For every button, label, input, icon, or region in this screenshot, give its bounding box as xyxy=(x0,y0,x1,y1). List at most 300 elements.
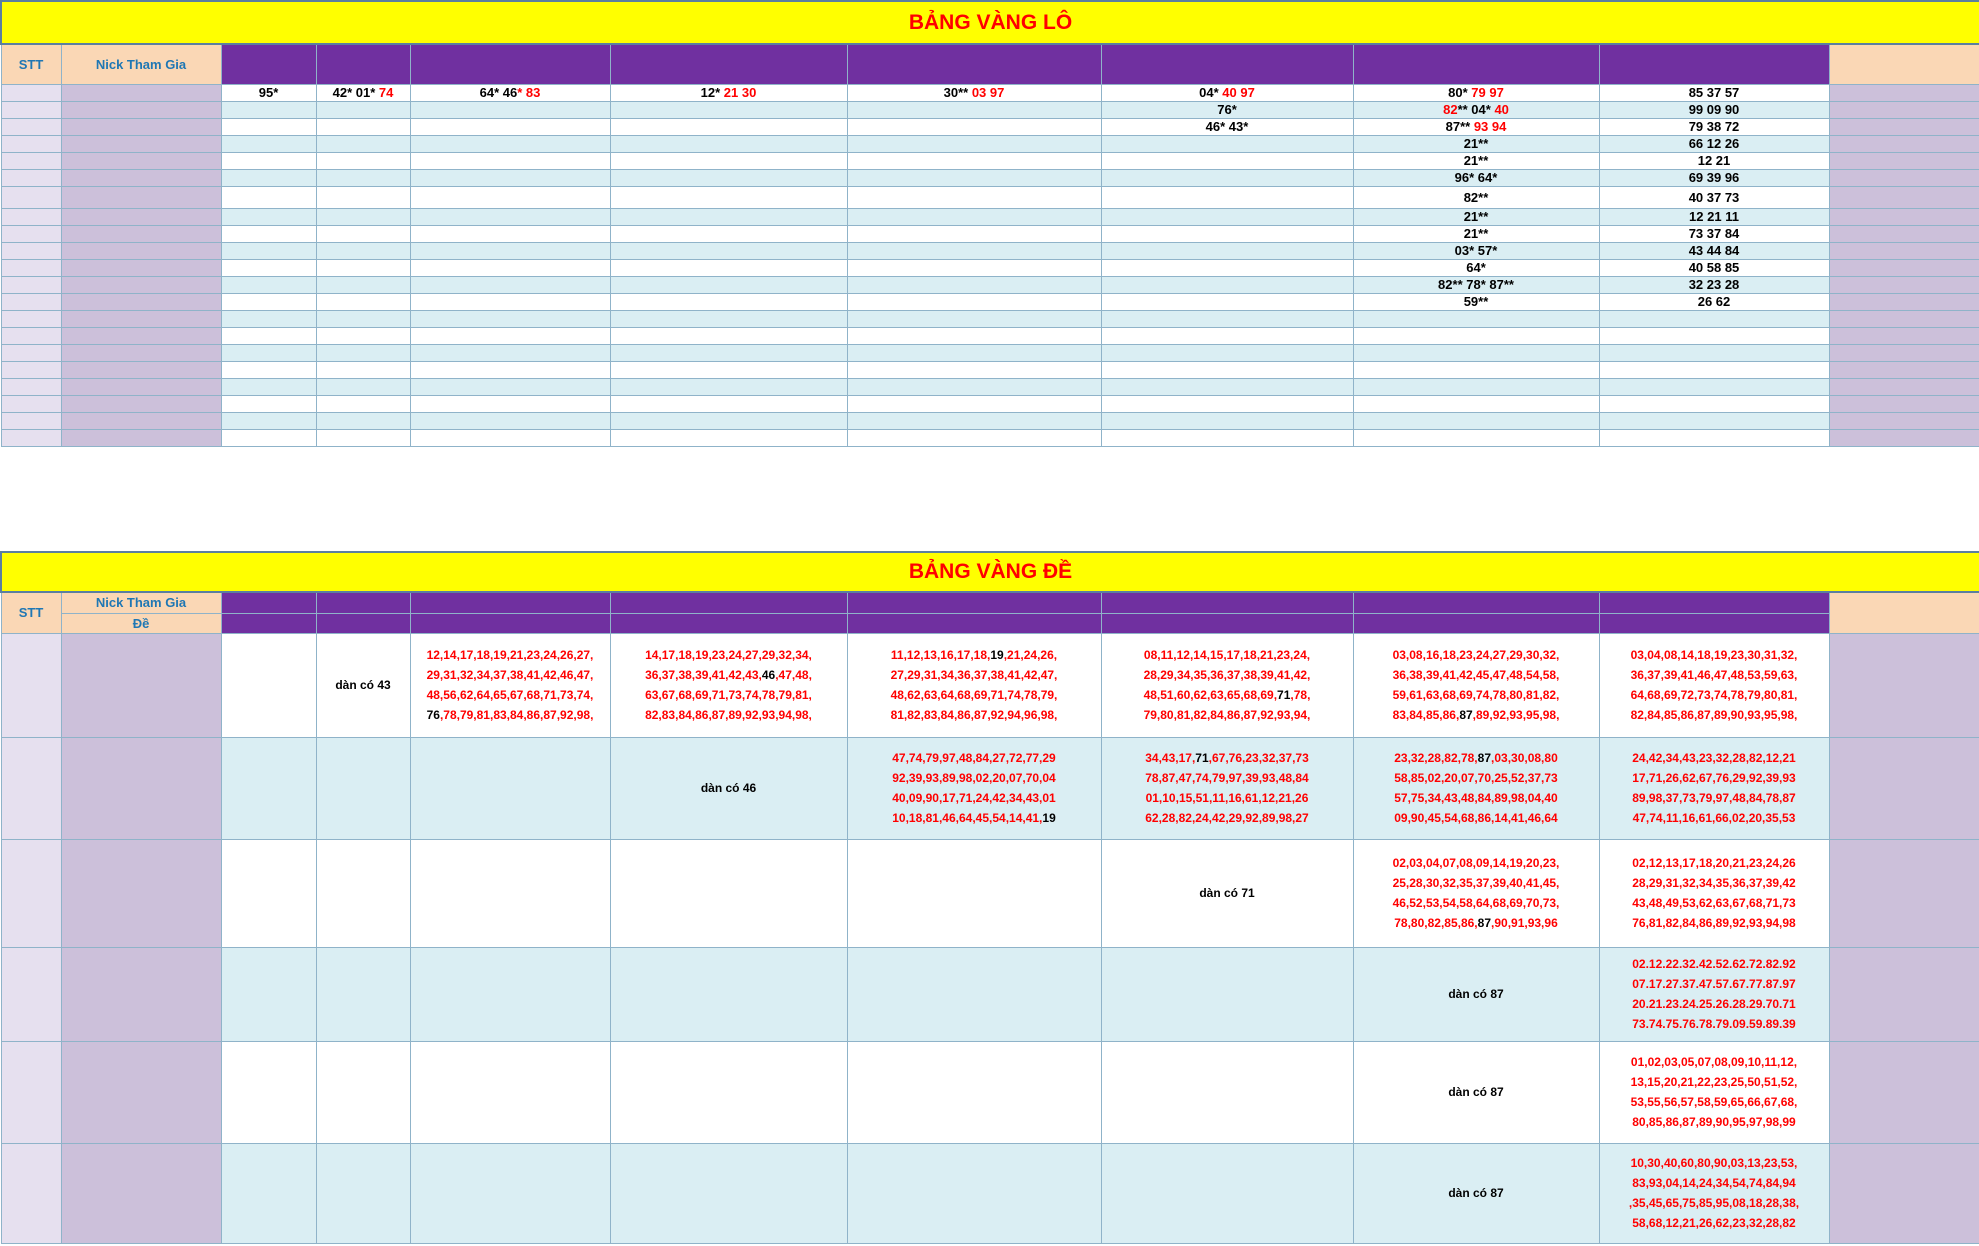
result-cell xyxy=(316,169,410,186)
row-stt xyxy=(1,633,61,737)
row-thuong xyxy=(1829,259,1979,276)
result-cell xyxy=(410,378,610,395)
result-cell xyxy=(410,327,610,344)
de-number-cell xyxy=(410,947,610,1041)
result-cell xyxy=(316,395,410,412)
de-number-cell xyxy=(847,737,1101,839)
result-cell xyxy=(221,135,316,152)
result-cell xyxy=(847,84,1101,101)
result-cell xyxy=(316,327,410,344)
de-number-cell xyxy=(316,633,410,737)
de-date-header xyxy=(847,592,1101,613)
result-cell xyxy=(1599,327,1829,344)
de-number-cell xyxy=(221,947,316,1041)
result-cell xyxy=(1353,186,1599,208)
table-row xyxy=(1,412,1979,429)
cell-text-run: 32 23 28 xyxy=(1688,277,1740,292)
result-cell xyxy=(316,225,410,242)
row-stt xyxy=(1,259,61,276)
result-cell xyxy=(316,276,410,293)
cell-text-run: 40 97 xyxy=(1222,85,1255,100)
result-cell xyxy=(847,259,1101,276)
result-cell xyxy=(847,135,1101,152)
cell-text-run: 80* xyxy=(1448,85,1472,100)
row-nick xyxy=(61,412,221,429)
result-cell xyxy=(1101,412,1353,429)
result-cell xyxy=(221,327,316,344)
de-number-cell xyxy=(316,947,410,1041)
result-cell xyxy=(410,395,610,412)
cell-text-run: 71 xyxy=(1277,688,1291,702)
table-row xyxy=(1,259,1979,276)
result-cell xyxy=(847,242,1101,259)
cell-text-run: ,90,91,93,96 xyxy=(1491,916,1558,930)
result-cell xyxy=(410,310,610,327)
cell-text-run: 19 xyxy=(1042,811,1056,825)
result-cell xyxy=(610,84,847,101)
result-cell xyxy=(1599,276,1829,293)
result-cell xyxy=(1101,225,1353,242)
row-nick xyxy=(61,1041,221,1143)
result-cell xyxy=(1101,242,1353,259)
de-number-cell xyxy=(1101,1041,1353,1143)
result-cell xyxy=(1599,395,1829,412)
result-cell xyxy=(1101,208,1353,225)
de-date-header xyxy=(221,592,316,613)
result-cell xyxy=(847,118,1101,135)
cell-text-run: ,47,48, 63,67,68,69,71,73,74,78,79,81, 82,83,84,86,87,89,92,93,94,98, xyxy=(645,668,812,722)
result-cell xyxy=(610,395,847,412)
result-cell xyxy=(1599,310,1829,327)
lo-date-header xyxy=(410,44,610,84)
table-row xyxy=(1,429,1979,446)
cell-text-run: 12 21 11 xyxy=(1689,209,1739,224)
table-row xyxy=(1,1041,1979,1143)
de-number-cell xyxy=(410,633,610,737)
cell-text-run: 46* 43* xyxy=(1205,119,1249,134)
result-cell xyxy=(847,152,1101,169)
result-cell xyxy=(410,259,610,276)
cell-text-run: 10,30,40,60,80,90,03,13,23,53, 83,93,04,14,24,34,54,74,84,94 ,35,45,65,75,85,95,08,18,28,38, 58,68,12,21,26,62,23,32,28,82 xyxy=(1628,1156,1800,1230)
cell-text-run: 01,02,03,05,07,08,09,10,11,12, 13,15,20,21,22,23,25,50,51,52, 53,55,56,57,58,59,65,66,67,68, 80,85,86,87,89,90,95,97,98,99 xyxy=(1630,1055,1798,1129)
de-number-cell xyxy=(1599,1143,1829,1243)
row-stt xyxy=(1,327,61,344)
row-thuong xyxy=(1829,378,1979,395)
row-nick xyxy=(61,259,221,276)
result-cell xyxy=(1101,395,1353,412)
row-nick xyxy=(61,737,221,839)
de-number-cell xyxy=(610,947,847,1041)
row-thuong xyxy=(1829,186,1979,208)
result-cell xyxy=(1101,118,1353,135)
result-cell xyxy=(1101,344,1353,361)
result-cell xyxy=(610,293,847,310)
result-cell xyxy=(847,361,1101,378)
cell-text-run: ** 04* xyxy=(1457,102,1495,117)
de-number-cell xyxy=(316,737,410,839)
row-nick xyxy=(61,361,221,378)
result-cell xyxy=(410,152,610,169)
result-cell xyxy=(1353,84,1599,101)
table-row xyxy=(1,327,1979,344)
row-stt xyxy=(1,1143,61,1243)
cell-text-run: 76 xyxy=(426,708,440,722)
row-thuong xyxy=(1829,737,1979,839)
result-cell xyxy=(1599,186,1829,208)
result-cell xyxy=(316,361,410,378)
de-result-value xyxy=(410,613,610,633)
result-cell xyxy=(1353,429,1599,446)
de-title: BẢNG VÀNG ĐỀ xyxy=(1,552,1979,592)
row-stt xyxy=(1,118,61,135)
result-cell xyxy=(1101,276,1353,293)
cell-text-run: 03 97 xyxy=(971,85,1005,100)
result-cell xyxy=(1353,276,1599,293)
result-cell xyxy=(847,293,1101,310)
table-row xyxy=(1,135,1979,152)
result-cell xyxy=(610,276,847,293)
cell-text-run: 82 xyxy=(1443,102,1458,117)
result-cell xyxy=(1353,225,1599,242)
result-cell xyxy=(610,344,847,361)
cell-text-run: dàn có 43 xyxy=(335,678,391,692)
result-cell xyxy=(1101,293,1353,310)
table-row xyxy=(1,152,1979,169)
result-cell xyxy=(1599,225,1829,242)
result-cell xyxy=(610,378,847,395)
de-number-cell xyxy=(221,839,316,947)
result-cell xyxy=(316,118,410,135)
result-cell xyxy=(221,242,316,259)
cell-text-run: 66 12 26 xyxy=(1688,136,1740,151)
row-thuong xyxy=(1829,344,1979,361)
result-cell xyxy=(1101,327,1353,344)
result-cell xyxy=(410,135,610,152)
table-row xyxy=(1,310,1979,327)
result-cell xyxy=(1101,310,1353,327)
result-cell xyxy=(610,242,847,259)
result-cell xyxy=(1353,242,1599,259)
row-thuong xyxy=(1829,118,1979,135)
row-thuong xyxy=(1829,361,1979,378)
de-number-cell xyxy=(1599,1041,1829,1143)
result-cell xyxy=(1101,186,1353,208)
lo-table xyxy=(0,0,1979,447)
de-number-cell xyxy=(221,737,316,839)
de-number-cell xyxy=(847,947,1101,1041)
result-cell xyxy=(410,412,610,429)
row-stt xyxy=(1,84,61,101)
result-cell xyxy=(1599,293,1829,310)
result-cell xyxy=(316,259,410,276)
result-cell xyxy=(221,310,316,327)
row-stt xyxy=(1,152,61,169)
result-cell xyxy=(610,412,847,429)
result-cell xyxy=(1353,259,1599,276)
cell-text-run: 19 xyxy=(990,648,1004,662)
de-number-cell xyxy=(410,1143,610,1243)
cell-text-run: 12,14,17,18,19,21,23,24,26,27, 29,31,32,34,37,38,41,42,46,47, 48,56,62,64,65,67,68,71,73,74, xyxy=(426,648,594,702)
cell-text-run: 95* xyxy=(258,85,279,100)
table-row xyxy=(1,208,1979,225)
de-number-cell xyxy=(1101,839,1353,947)
row-thuong xyxy=(1829,242,1979,259)
result-cell xyxy=(847,101,1101,118)
result-cell xyxy=(1599,101,1829,118)
cell-text-run: 85 37 57 xyxy=(1688,85,1740,100)
de-number-cell xyxy=(1599,737,1829,839)
result-cell xyxy=(610,310,847,327)
result-cell xyxy=(610,208,847,225)
result-cell xyxy=(1353,152,1599,169)
result-cell xyxy=(1599,429,1829,446)
result-cell xyxy=(316,378,410,395)
cell-text-run: dàn có 71 xyxy=(1199,886,1255,900)
result-cell xyxy=(847,344,1101,361)
table-row xyxy=(1,1143,1979,1243)
row-thuong xyxy=(1829,135,1979,152)
cell-text-run: ,78, 79,80,81,82,84,86,87,92,93,94, xyxy=(1143,688,1311,722)
row-thuong xyxy=(1829,1041,1979,1143)
row-nick xyxy=(61,225,221,242)
cell-text-run: 30** xyxy=(943,85,972,100)
table-row xyxy=(1,225,1979,242)
row-thuong xyxy=(1829,412,1979,429)
result-cell xyxy=(610,101,847,118)
table-row xyxy=(1,361,1979,378)
de-date-header xyxy=(316,592,410,613)
de-result-value xyxy=(221,613,316,633)
table-row xyxy=(1,378,1979,395)
result-cell xyxy=(1101,135,1353,152)
result-cell xyxy=(221,344,316,361)
row-stt xyxy=(1,276,61,293)
de-number-cell xyxy=(1353,839,1599,947)
de-number-cell xyxy=(221,633,316,737)
row-stt xyxy=(1,429,61,446)
cell-text-run: 64* 46 xyxy=(479,85,518,100)
cell-text-run: ,67,76,23,32,37,73 78,87,47,74,79,97,39,93,48,84 01,10,15,51,11,16,61,12,21,26 62,28,82,24,42,29,92,89,98,27 xyxy=(1145,751,1309,825)
result-cell xyxy=(1101,101,1353,118)
de-number-cell xyxy=(410,1041,610,1143)
de-number-cell xyxy=(410,737,610,839)
result-cell xyxy=(410,118,610,135)
table-row xyxy=(1,101,1979,118)
row-thuong xyxy=(1829,1143,1979,1243)
row-stt xyxy=(1,293,61,310)
cell-text-run: 04* xyxy=(1199,85,1223,100)
result-cell xyxy=(316,101,410,118)
de-nick-header: Nick Tham Gia xyxy=(61,592,221,613)
cell-text-run: 40 58 85 xyxy=(1688,260,1740,275)
row-stt xyxy=(1,186,61,208)
result-cell xyxy=(1353,135,1599,152)
result-cell xyxy=(410,169,610,186)
cell-text-run: 82** 78* 87** xyxy=(1438,277,1514,292)
result-cell xyxy=(221,118,316,135)
row-nick xyxy=(61,169,221,186)
row-nick xyxy=(61,429,221,446)
result-cell xyxy=(1599,412,1829,429)
result-cell xyxy=(847,186,1101,208)
cell-text-run: 12* xyxy=(700,85,724,100)
row-nick xyxy=(61,118,221,135)
table-row xyxy=(1,242,1979,259)
result-cell xyxy=(221,293,316,310)
row-stt xyxy=(1,361,61,378)
row-thuong xyxy=(1829,84,1979,101)
row-stt xyxy=(1,344,61,361)
table-row xyxy=(1,293,1979,310)
result-cell xyxy=(221,429,316,446)
de-number-cell xyxy=(1101,947,1353,1041)
de-result-value xyxy=(1353,613,1599,633)
de-number-cell xyxy=(1101,737,1353,839)
de-date-header xyxy=(1599,592,1829,613)
result-cell xyxy=(1353,395,1599,412)
cell-text-run: dàn có 87 xyxy=(1448,1186,1504,1200)
cell-text-run: 11,12,13,16,17,18, xyxy=(890,648,991,662)
row-nick xyxy=(61,327,221,344)
result-cell xyxy=(410,293,610,310)
cell-text-run: 14,17,18,19,23,24,27,29,32,34, 36,37,38,39,41,42,43, xyxy=(645,648,812,682)
de-result-value xyxy=(1101,613,1353,633)
row-nick xyxy=(61,186,221,208)
row-thuong xyxy=(1829,225,1979,242)
result-cell xyxy=(410,344,610,361)
de-number-cell xyxy=(847,1143,1101,1243)
lo-thuong-header xyxy=(1829,44,1979,84)
cell-text-run: 76* xyxy=(1217,102,1237,117)
result-cell xyxy=(316,186,410,208)
lo-nick-header: Nick Tham Gia xyxy=(61,44,221,84)
cell-text-run: 21** xyxy=(1463,209,1489,224)
result-cell xyxy=(847,225,1101,242)
result-cell xyxy=(316,242,410,259)
row-thuong xyxy=(1829,429,1979,446)
row-stt xyxy=(1,395,61,412)
result-cell xyxy=(221,84,316,101)
de-number-cell xyxy=(221,1041,316,1143)
row-thuong xyxy=(1829,152,1979,169)
cell-text-run: 87 xyxy=(1477,916,1492,930)
table-row xyxy=(1,84,1979,101)
de-number-cell xyxy=(410,839,610,947)
cell-text-run: 03,08,16,18,23,24,27,29,30,32, 36,38,39,41,42,45,47,48,54,58, 59,61,63,68,69,74,78,80,81,82, 83,84,85,86, xyxy=(1392,648,1560,722)
result-cell xyxy=(1599,344,1829,361)
cell-text-run: dàn có 87 xyxy=(1448,1085,1504,1099)
result-cell xyxy=(1353,101,1599,118)
cell-text-run: 02,12,13,17,18,20,21,23,24,26 28,29,31,32,34,35,36,37,39,42 43,48,49,53,62,63,67,68,71,73 76,81,82,84,86,89,92,93,94,98 xyxy=(1632,856,1796,930)
cell-text-run: 40 37 73 xyxy=(1688,189,1740,205)
cell-text-run: dàn có 87 xyxy=(1448,987,1504,1001)
result-cell xyxy=(1599,169,1829,186)
row-stt xyxy=(1,378,61,395)
de-number-cell xyxy=(610,1143,847,1243)
result-cell xyxy=(1101,84,1353,101)
table-row xyxy=(1,947,1979,1041)
result-cell xyxy=(316,412,410,429)
cell-text-run: 74 xyxy=(378,85,394,100)
de-stt-header: STT xyxy=(1,592,61,633)
table-row xyxy=(1,633,1979,737)
cell-text-run: 93 94 xyxy=(1473,119,1507,134)
result-cell xyxy=(847,327,1101,344)
table-row xyxy=(1,344,1979,361)
row-stt xyxy=(1,737,61,839)
cell-text-run: 40 xyxy=(1494,102,1509,117)
cell-text-run: dàn có 46 xyxy=(700,781,757,795)
cell-text-run: 23,32,28,82,78, xyxy=(1394,751,1478,765)
result-cell xyxy=(610,259,847,276)
cell-text-run: 42* 01* xyxy=(332,85,379,100)
result-cell xyxy=(1353,412,1599,429)
de-number-cell xyxy=(1599,633,1829,737)
row-nick xyxy=(61,242,221,259)
cell-text-run: 21** xyxy=(1463,226,1489,241)
result-cell xyxy=(316,293,410,310)
row-nick xyxy=(61,344,221,361)
result-cell xyxy=(221,412,316,429)
de-number-cell xyxy=(1353,947,1599,1041)
row-thuong xyxy=(1829,310,1979,327)
result-cell xyxy=(1353,208,1599,225)
result-cell xyxy=(847,208,1101,225)
result-cell xyxy=(1353,293,1599,310)
result-cell xyxy=(221,101,316,118)
table-row xyxy=(1,169,1979,186)
lo-date-header xyxy=(1599,44,1829,84)
cell-text-run: 26 62 xyxy=(1697,294,1731,309)
cell-text-run: ,78,79,81,83,84,86,87,92,98, xyxy=(439,708,594,722)
result-cell xyxy=(221,259,316,276)
result-cell xyxy=(410,101,610,118)
result-cell xyxy=(410,242,610,259)
result-cell xyxy=(316,310,410,327)
cell-text-run: 43 44 84 xyxy=(1688,243,1740,258)
result-cell xyxy=(610,361,847,378)
row-thuong xyxy=(1829,947,1979,1041)
de-date-header xyxy=(610,592,847,613)
row-thuong xyxy=(1829,208,1979,225)
result-cell xyxy=(1353,169,1599,186)
result-cell xyxy=(1599,378,1829,395)
row-thuong xyxy=(1829,101,1979,118)
row-stt xyxy=(1,169,61,186)
de-number-cell xyxy=(610,737,847,839)
result-cell xyxy=(1101,361,1353,378)
result-cell xyxy=(316,135,410,152)
de-number-cell xyxy=(847,839,1101,947)
result-cell xyxy=(1101,429,1353,446)
result-cell xyxy=(1353,378,1599,395)
de-date-header xyxy=(1101,592,1353,613)
de-number-cell xyxy=(1353,633,1599,737)
result-cell xyxy=(610,429,847,446)
de-result-value xyxy=(847,613,1101,633)
de-number-cell xyxy=(610,1041,847,1143)
cell-text-run: 47,74,79,97,48,84,27,72,77,29 92,39,93,89,98,02,20,07,70,04 40,09,90,17,71,24,42,34,43,01 10,18,81,46,64,45,54,14,41, xyxy=(892,751,1056,825)
de-number-cell xyxy=(1353,1143,1599,1243)
cell-text-run: 02.12.22.32.42.52.62.72.82.92 07.17.27.37.47.57.67.77.87.97 20.21.23.24.25.26.28.29.70.71 73.74.75.76.78.79.09.59.89.39 xyxy=(1632,957,1796,1031)
cell-text-run: 12 21 xyxy=(1697,153,1731,168)
row-nick xyxy=(61,839,221,947)
de-number-cell xyxy=(1599,947,1829,1041)
result-cell xyxy=(221,361,316,378)
row-thuong xyxy=(1829,327,1979,344)
cell-text-run: 34,43,17, xyxy=(1145,751,1196,765)
de-number-cell xyxy=(1599,839,1829,947)
